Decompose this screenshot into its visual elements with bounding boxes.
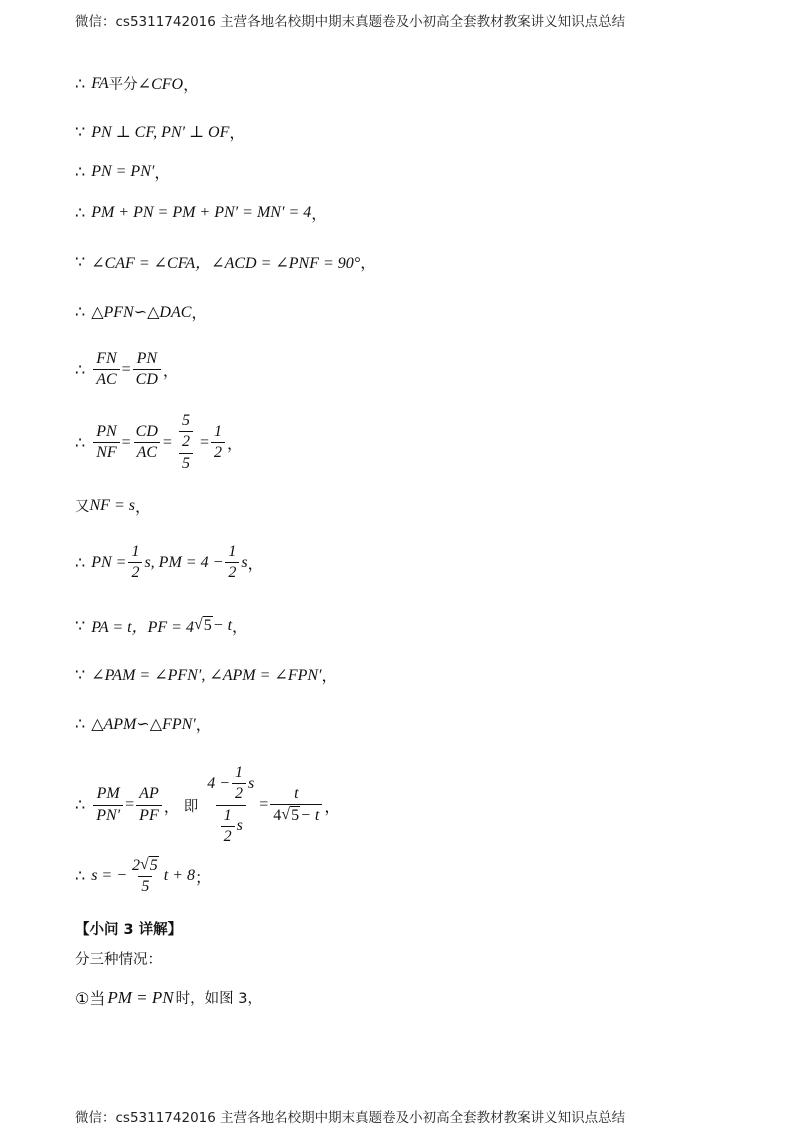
- step-similar-1: [75, 300, 207, 323]
- fraction: t 4 √ 5 − t: [270, 785, 322, 826]
- punct: ，: [321, 668, 338, 685]
- math-expr: PN ⊥ CF, PN′ ⊥ OF: [91, 123, 230, 141]
- math-expr: ∠CFO: [137, 75, 184, 93]
- punct: ，: [162, 363, 179, 381]
- because-symbol: ∵: [75, 123, 86, 141]
- punct: ，: [154, 165, 171, 182]
- step-proportion: [75, 764, 340, 847]
- therefore-symbol: ∴: [75, 204, 86, 222]
- fraction: $\frac{1}{2}$: [211, 423, 225, 463]
- fraction: $\frac{1}{2}$: [232, 764, 246, 804]
- fraction: $\frac{CD}{AC}$: [133, 423, 161, 463]
- math-expr: s: [241, 553, 248, 571]
- math-expr: NF = s: [89, 496, 135, 514]
- step-s-expression: [75, 856, 211, 897]
- step-ratio-1: [75, 350, 179, 390]
- fraction: $\frac{1}{2}$: [221, 807, 235, 847]
- chinese-text: 又: [75, 499, 90, 515]
- compound-fraction: 4 − $\frac{1}{2}$ s $\frac{1}{2}$ s: [207, 764, 255, 846]
- math-expr: PM = PN: [107, 987, 174, 1007]
- punct: ，: [163, 798, 180, 816]
- step-sum: [75, 201, 327, 224]
- punct: ；: [195, 869, 212, 887]
- chinese-text: 时，如图 3，: [175, 991, 262, 1007]
- step-angles-2: [75, 663, 338, 686]
- punct: ，: [247, 556, 264, 574]
- equals: =: [121, 360, 131, 378]
- step-pn-equal: [75, 160, 170, 183]
- chinese-text: ①当: [75, 989, 106, 1008]
- step-ratio-2: [75, 412, 243, 473]
- case-one: [75, 986, 262, 1009]
- fraction: $\frac{1}{2}$: [225, 543, 239, 583]
- math-expr: PN = PN′: [91, 162, 155, 180]
- therefore-symbol: ∴: [75, 715, 86, 733]
- math-expr: △APM∽△FPN′: [91, 715, 196, 733]
- math-expr: s, PM = 4 −: [144, 553, 224, 571]
- punct: ，: [311, 206, 328, 223]
- therefore-symbol: ∴: [75, 303, 86, 321]
- compound-fraction: $\frac{\frac{5}{2}}{5}$: [174, 412, 198, 473]
- page-header: 微信：cs5311742016 主营各地名校期中期末真题卷及小初高全套教材教案讲义知识点总结: [75, 14, 626, 30]
- step-similar-2: [75, 712, 212, 735]
- fraction: $\frac{PM}{PN'}$: [93, 785, 123, 825]
- paragraph-text: 分三种情况：: [75, 952, 162, 968]
- section-heading: 【小问 3 详解】: [75, 922, 183, 938]
- step-perpendicular: [75, 120, 245, 143]
- because-symbol: ∵: [75, 666, 86, 684]
- equals: =: [121, 433, 131, 451]
- therefore-symbol: ∴: [75, 75, 86, 93]
- therefore-symbol: ∴: [75, 163, 86, 181]
- punct: ，: [191, 305, 208, 322]
- step-pa-pf: [75, 614, 248, 637]
- chinese-text: 即: [183, 798, 199, 815]
- fraction: 2 √ 5 5: [132, 856, 158, 896]
- equals: =: [259, 796, 269, 814]
- therefore-symbol: ∴: [75, 797, 86, 815]
- step-fa-bisects: [75, 72, 199, 95]
- math-expr: ∠CAF = ∠CFA，∠ACD = ∠PNF = 90°: [91, 255, 361, 272]
- punct: ，: [324, 798, 341, 816]
- therefore-symbol: ∴: [75, 554, 86, 572]
- fraction: $\frac{FN}{AC}$: [93, 350, 119, 390]
- step-pn-pm: [75, 543, 264, 583]
- fraction: $\frac{PN}{NF}$: [93, 423, 119, 463]
- because-symbol: ∵: [75, 617, 86, 635]
- math-expr: PN =: [91, 553, 127, 571]
- punct: ，: [195, 717, 212, 734]
- equals: =: [125, 796, 135, 814]
- fraction: $\frac{AP}{PF}$: [136, 785, 162, 825]
- fraction: $\frac{PN}{CD}$: [133, 350, 161, 390]
- page-footer: 微信：cs5311742016 主营各地名校期中期末真题卷及小初高全套教材教案讲义知识点总结: [75, 1110, 626, 1126]
- sqrt: √ 5: [193, 616, 212, 634]
- step-nf-s: [75, 494, 151, 517]
- math-expr: t + 8: [163, 867, 196, 885]
- because-symbol: ∵: [75, 253, 86, 271]
- math-expr: s = −: [91, 867, 128, 885]
- math-expr: − t: [212, 616, 233, 634]
- equals: =: [162, 433, 172, 451]
- math-expr: ∠PAM = ∠PFN′, ∠APM = ∠FPN′: [91, 666, 322, 684]
- step-angles: [75, 250, 376, 273]
- math-expr: FA: [91, 74, 109, 92]
- therefore-symbol: ∴: [75, 434, 86, 452]
- fraction: $\frac{5}{2}$: [179, 412, 193, 452]
- chinese-text: 平分: [108, 77, 138, 93]
- equals: =: [199, 433, 209, 451]
- therefore-symbol: ∴: [75, 361, 86, 379]
- punct: ，: [183, 77, 200, 94]
- punct: ，: [229, 125, 246, 142]
- therefore-symbol: ∴: [75, 868, 86, 886]
- math-expr: PM + PN = PM + PN′ = MN′ = 4: [91, 203, 312, 221]
- punct: ，: [360, 255, 377, 272]
- math-expr: △PFN∽△DAC: [91, 303, 192, 321]
- punct: ，: [134, 499, 151, 516]
- math-expr: PA = t，PF = 4: [91, 619, 194, 636]
- punct: ，: [232, 619, 249, 636]
- fraction: $\frac{1}{2}$: [128, 543, 142, 583]
- punct: ，: [226, 436, 243, 454]
